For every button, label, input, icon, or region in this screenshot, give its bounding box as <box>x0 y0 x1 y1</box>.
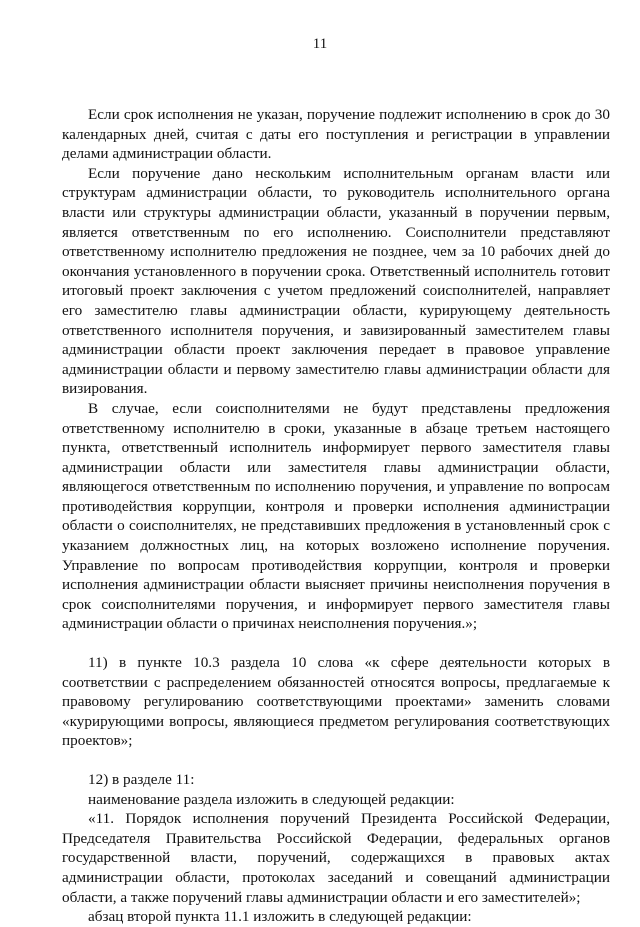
paragraph-section-11-title: «11. Порядок исполнения поручений Президента Российской Федерации, Председателя Правительства Российской Федерации, федеральных органов государственной власти, поручений, содержащихся в правовых актах администрации области, протоколах заседаний и совещаний администрации области, а также поручений главы администрации области и его заместителей»; <box>62 810 610 906</box>
page-number: 11 <box>312 36 328 52</box>
paragraph-coexecutors-failure: В случае, если соисполнителями не будут представлены предложения ответственному исполнителю в сроки, указанные в абзаце третьем настоящего пункта, ответственный исполнитель информирует первого заместителя главы администрации области или заместителя главы администрации области, являющегося ответственным по исполнению поручения, и управление по вопросам противодействия коррупции, контроля и проверки исполнения администрации области о соисполнителях, не представивших предложения в установленный срок с указанием должностных лиц, на которых возложено исполнение поручения. Управление по вопросам противодействия коррупции, контроля и проверки исполнения администрации области выясняет причины неисполнения поручения в срок соисполнителями поручения, и информирует первого заместителя главы администрации области о причинах неисполнения поручения.»; <box>62 399 610 633</box>
paragraph-section-title-instruction: наименование раздела изложить в следующей редакции: <box>88 790 455 808</box>
document-body <box>62 105 610 927</box>
paragraph-item-12: 12) в разделе 11: <box>88 771 195 788</box>
paragraph-item-11-1-instruction: абзац второй пункта 11.1 изложить в следующей редакции: <box>88 908 472 926</box>
paragraph-item-11: 11) в пункте 10.3 раздела 10 слова «к сфере деятельности которых в соответствии с распределением обязанностей относятся вопросы, предлагаемые к правовому регулированию соответствующими проектами» заменить словами «курирующими вопросы, являющиеся предметом регулирования соответствующих проектов»; <box>62 654 610 750</box>
paragraph-multiple-executors: Если поручение дано нескольким исполнительным органам власти или структурам администрации области, то руководитель исполнительного органа власти или структуры администрации области, указанный в поручении первым, является ответственным по его исполнению. Соисполнители представляют ответственному исполнителю предложения не позднее, чем за 10 рабочих дней до окончания установленного в поручении срока. Ответственный исполнитель готовит итоговый проект заключения с учетом предложений соисполнителей, направляет его заместителю главы администрации области, курирующему деятельность ответственного исполнителя поручения, и завизированный заместителем главы администрации области проект заключения передает в правовое управление администрации области и первому заместителю главы администрации области для визирования. <box>62 164 610 398</box>
paragraph-deadline-default: Если срок исполнения не указан, поручение подлежит исполнению в срок до 30 календарных дней, считая с даты его поступления и регистрации в управлении делами администрации области. <box>62 106 610 163</box>
